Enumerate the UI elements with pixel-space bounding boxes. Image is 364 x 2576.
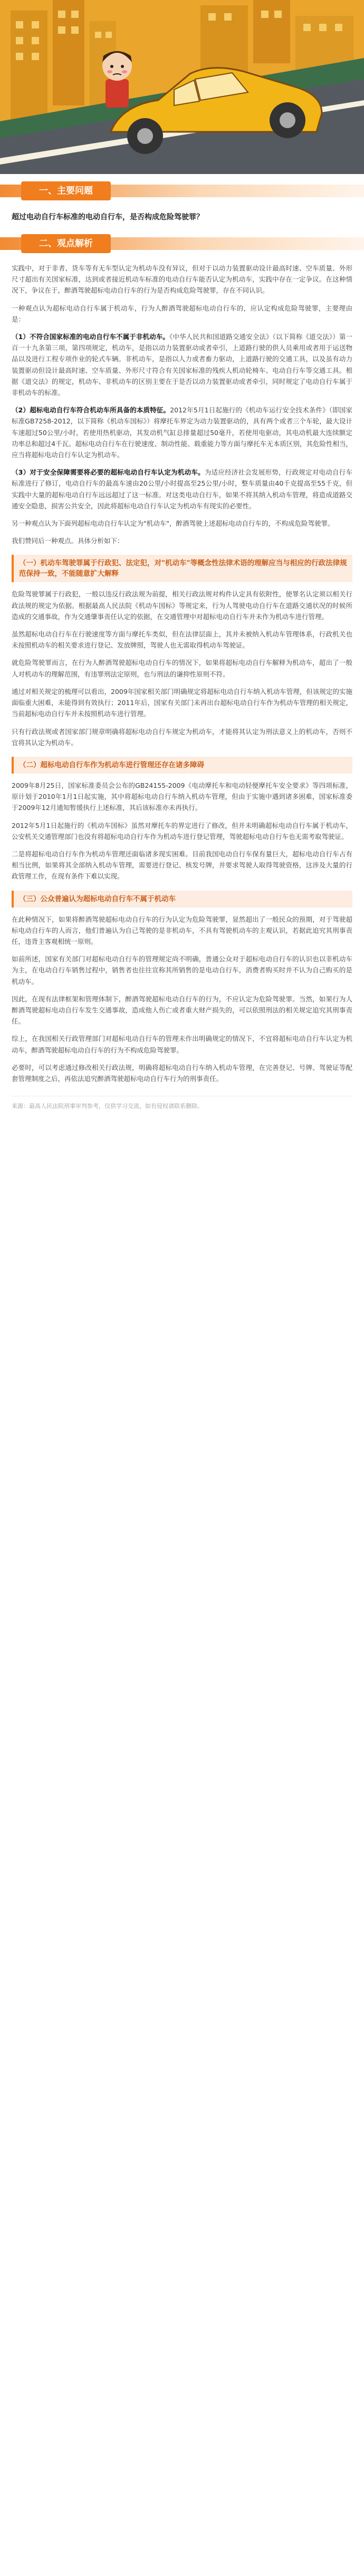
point-lead: （1）不符合国家标准的电动自行车不属于非机动车。 (12, 333, 169, 341)
section-heading-analysis (0, 233, 364, 254)
subheading: （二）超标电动自行车作为机动车进行管理还存在诸多障碍 (12, 757, 352, 774)
subheading: （一）机动车驾驶罪属于行政犯、法定犯，对"机动车"等概念性法律术语的理解应当与相应的行政法律规范保持一致，不能随意扩大解释 (12, 555, 352, 582)
point-lead: （2）超标电动自行车符合机动车所具备的本质特征。 (12, 406, 170, 414)
paragraph: 危险驾驶罪属于行政犯，一般以违反行政法规为前提，相关行政法规对构件认定具有依附性，使罪名认定须以相关行政法规的规定为依据。根据最高人民法院《机动车国标》等规定来，行为人驾驶电动自行车在道路交通状况的时候所造成的交通事故，作为交通肇事责任认定的依据，在交通管理中对超标电动自行车并未作为机动车进行管理。 (12, 590, 352, 621)
subheading: （三）公众普遍认为超标电动自行车不属于机动车 (12, 891, 352, 908)
hero-svg (0, 0, 364, 174)
point-lead: （3）对于安全保障需要将必要的超标电动自行车认定为机动车。 (12, 468, 205, 477)
point-text: 2012年5月1日起施行的《机动车运行安全技术条件》（即国家标准GB7258-2012，以下简称《机动车国标》）将摩托车界定为动力装置驱动的，具有两个或者三个车轮，最大设计车速超过50公里/小时，若使用热机驱动，其发动机气缸总排量超过50毫升，若使用电驱动，其电动机最大连续额定功率总和超过4千瓦。超标电动自行车在行驶速度、制动性能、载重能力等方面与摩托车无本质区别，其危险性相当，应当将超标电动自行车认定为机动车。 (12, 406, 353, 459)
numbered-point (12, 467, 352, 512)
section-heading-main-issue (0, 180, 364, 201)
paragraph: 综上，在我国相关行政管理部门对超标电动自行车的管理未作出明确规定的情况下，不宜将超标电动自行车认定为机动车，醉酒驾驶超标电动自行车的行为不构成危险驾驶罪。 (12, 1035, 352, 1054)
article-body (0, 254, 364, 1084)
paragraph: 只有行政法规或者国家部门规章明确将超标电动自行车规定为机动车，才能将其认定为刑法意义上的机动车，否则不宜将其认定为机动车。 (12, 727, 352, 747)
paragraph: 通过对相关规定的梳理可以看出，2009年国家相关部门明确规定将超标电动自行车纳入机动车管理，但该规定的实施面临重大困难，未能得到有效执行；2011年后，国家有关部门未再出台超标电动自行车作为机动车管理的相关规定，当前超标电动自行车并未按照机动车进行管理。 (12, 687, 352, 718)
paragraph: 我们赞同后一种观点。具体分析如下： (12, 537, 124, 545)
numbered-point (12, 404, 352, 460)
point-text: 《中华人民共和国道路交通安全法》（以下简称《道交法》）第一百一十九条第三项、第四项规定，机动车，是指以动力装置驱动或者牵引，上道路行驶的供人员乘用或者用于运送物品以及进行工程专项作业的轮式车辆。非机动车，是指以人力或者畜力驱动，上道路行驶的交通工具，以及虽有动力装置驱动但设计最高时速、空车质量、外形尺寸符合有关国家标准的残疾人机动轮椅车、电动自行车等交通工具。根据《道交法》的规定，机动车、非机动车的区别主要在于是否以动力装置驱动或者牵引，同时规定了电动自行车属于非机动车的标准。 (12, 333, 352, 397)
paragraph: 二是将超标电动自行车作为机动车管理还面临诸多现实困难。目前我国电动自行车保有量巨大，超标电动自行车占有相当比例，如果将其全部纳入机动车管理，需要进行登记、核发号牌，并要求驾驶人取得驾驶资格，这涉及大量的行政管理工作，在现有条件下难以实现。 (12, 850, 352, 881)
paragraph: 另一种观点认为下面列超标电动自行车认定为"机动车"，醉酒驾驶上述超标电动自行车的，不构成危险驾驶罪。 (12, 519, 334, 528)
paragraph: 如前所述，国家有关部门对超标电动自行车的管理规定尚不明确，普通公众对于超标电动自行车的认识也以非机动车为主，在电动自行车销售过程中，销售者也往往宣称其所销售的是电动自行车，消费者购买时并不认为自己购买的是机动车。 (12, 955, 352, 986)
hero-illustration (0, 0, 364, 174)
paragraph: 在此种情况下，如果将醉酒驾驶超标电动自行车的行为认定为危险驾驶罪，显然超出了一般民众的预期，对于驾驶超标电动自行车的人而言，他们普遍认为自己驾驶的是非机动车，不具有驾驶机动车的主观认识，若据此追究其刑事责任，违背主客观相统一原则。 (12, 915, 352, 946)
paragraph: 必要时，可以考虑通过修改相关行政法规，明确将超标电动自行车纳入机动车管理，在完善登记、号牌、驾驶证等配套管理制度之后，再依法追究醉酒驾驶超标电动自行车行为的刑事责任。 (12, 1063, 352, 1083)
paragraph: 就危险驾驶罪而言，在行为人醉酒驾驶超标电动自行车的情况下，如果将超标电动自行车解释为机动车，超出了一般人对机动车的理解范围，有违罪刑法定原则，也与刑法的谦抑性原则不符。 (12, 659, 352, 678)
paragraph: 一种观点认为超标电动自行车属于机动车，行为人醉酒驾驶超标电动自行车的，应认定构成危险驾驶罪，主要理由是： (12, 304, 352, 323)
section-title: 一、主要问题 (21, 181, 111, 200)
paragraph: 实践中，对于非者、货车等有无车型认定为机动车没有异议，但对于以动力装置驱动设计最高时速、空车质量、外形尺寸超出有关国家标准，达到或者接近机动车标准的电动自行车能否认定为机动车，实践中存在一定争议。在这种情况下，争议在于，醉酒驾驶超标电动自行车的行为是否构成危险驾驶罪，存在不同认识。 (12, 264, 352, 295)
paragraph: 2012年5月1日起施行的《机动车国标》虽然对摩托车的界定进行了修改，但并未明确超标电动自行车属于机动车，公安机关交通管理部门也没有将超标电动自行车作为机动车进行登记管理，驾驶超标电动自行车也无需考取驾驶证。 (12, 821, 352, 841)
paragraph: 因此，在现有法律框架和管理体制下，醉酒驾驶超标电动自行车的行为，不应认定为危险驾驶罪。当然，如果行为人醉酒驾驶超标电动自行车发生交通事故，造成他人伤亡或者重大财产损失的，可以依照刑法的相关规定追究其刑事责任。 (12, 995, 352, 1026)
section-title: 二、观点解析 (21, 234, 111, 253)
main-question: 超过电动自行车标准的电动自行车，是否构成危险驾驶罪？ (12, 213, 204, 221)
paragraph: 虽然超标电动自行车在行驶速度等方面与摩托车类似，但在法律层面上，其并未被纳入机动车管理体系，行政机关也未按照机动车的相关要求进行登记、发放牌照，驾驶人也无需取得机动车驾驶证。 (12, 630, 352, 650)
numbered-point (12, 331, 352, 398)
paragraph: 2009年8月25日，国家标准委员会公布的GB24155-2009《电动摩托车和电动轻便摩托车安全要求》等四项标准，原计划于2010年1月1日起实施，其中将超标电动自行车纳入机动车管理，但由于实施中遇到诸多困难，国家标准委于2009年12月通知暂缓执行上述标准，其后该标准亦未再执行。 (12, 781, 352, 812)
footer-note: 来源：最高人民法院刑事审判参考，仅供学习交流，如有侵权请联系删除。 (12, 1096, 352, 1111)
point-text: 为适应经济社会发展形势，行政规定对电动自行车标准进行了修订，电动自行车的最高车速由20公里/小时提高至25公里/小时，整车质量由40千克提高至55千克，但实践中大量的超标电动自行车远远超过了这一标准。对这类电动自行车，如果不将其纳入机动车管理，将造成道路交通安全隐患，损害公共安全，因此将超标电动自行车认定为机动车有现实的必要性。 (12, 468, 352, 510)
